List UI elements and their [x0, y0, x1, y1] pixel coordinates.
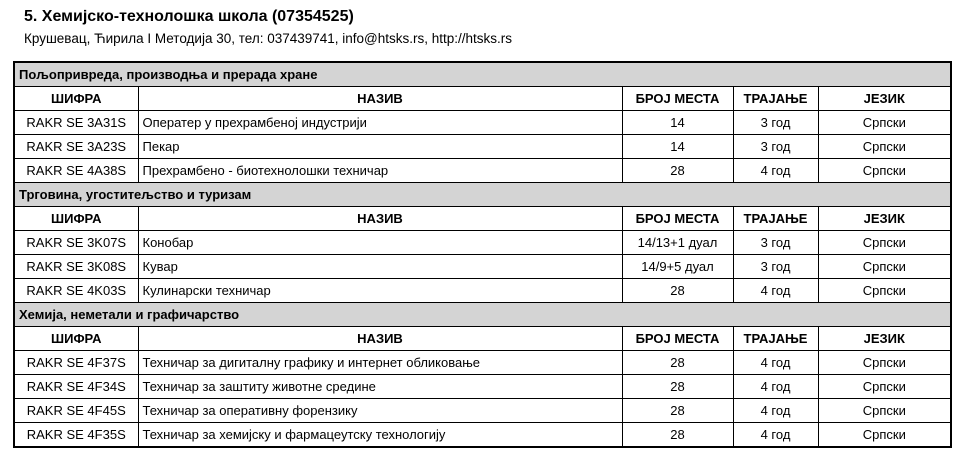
table-row [14, 375, 951, 399]
places-cell: 14 [622, 135, 733, 159]
language-cell: Српски [818, 255, 951, 279]
places-cell: 14 [622, 111, 733, 135]
name-cell: Техничар за дигиталну графику и интернет обликовање [138, 351, 622, 375]
code-cell: RAKR SE 4A38S [14, 159, 138, 183]
duration-cell: 4 год [733, 351, 818, 375]
section-agriculture [14, 62, 951, 183]
code-cell: RAKR SE 3K08S [14, 255, 138, 279]
language-cell: Српски [818, 351, 951, 375]
school-header [0, 0, 966, 48]
programs-table [13, 61, 952, 448]
code-cell: RAKR SE 3K07S [14, 231, 138, 255]
section-header-row [14, 183, 951, 207]
code-cell: RAKR SE 4F37S [14, 351, 138, 375]
column-header-code: ШИФРА [14, 327, 138, 351]
duration-cell: 3 год [733, 111, 818, 135]
duration-cell: 4 год [733, 423, 818, 448]
column-header-duration: ТРАЈАЊЕ [733, 327, 818, 351]
table-row [14, 135, 951, 159]
duration-cell: 4 год [733, 159, 818, 183]
language-cell: Српски [818, 111, 951, 135]
column-header-language: ЈЕЗИК [818, 327, 951, 351]
section-chemistry-graphics [14, 303, 951, 448]
duration-cell: 4 год [733, 375, 818, 399]
language-cell: Српски [818, 135, 951, 159]
column-header-places: БРОЈ МЕСТА [622, 327, 733, 351]
name-cell: Техничар за хемијску и фармацеутску технологију [138, 423, 622, 448]
name-cell: Техничар за оперативну форензику [138, 399, 622, 423]
duration-cell: 3 год [733, 231, 818, 255]
code-cell: RAKR SE 3A31S [14, 111, 138, 135]
places-cell: 14/9+5 дуал [622, 255, 733, 279]
name-cell: Кувар [138, 255, 622, 279]
language-cell: Српски [818, 399, 951, 423]
page-title: 5. Хемијско-технолошка школа (07354525) [24, 8, 354, 25]
code-cell: RAKR SE 4F34S [14, 375, 138, 399]
language-cell: Српски [818, 159, 951, 183]
column-header-code: ШИФРА [14, 207, 138, 231]
column-header-duration: ТРАЈАЊЕ [733, 207, 818, 231]
column-header-duration: ТРАЈАЊЕ [733, 87, 818, 111]
column-header-row [14, 327, 951, 351]
section-header-row [14, 62, 951, 87]
places-cell: 28 [622, 159, 733, 183]
column-header-language: ЈЕЗИК [818, 207, 951, 231]
language-cell: Српски [818, 279, 951, 303]
programs-table-container [13, 61, 966, 448]
name-cell: Прехрамбено - биотехнолошки техничар [138, 159, 622, 183]
table-row [14, 231, 951, 255]
name-cell: Оператер у прехрамбеној индустрији [138, 111, 622, 135]
table-row [14, 159, 951, 183]
name-cell: Кулинарски техничар [138, 279, 622, 303]
code-cell: RAKR SE 3A23S [14, 135, 138, 159]
places-cell: 14/13+1 дуал [622, 231, 733, 255]
table-row [14, 399, 951, 423]
section-title: Пољопривреда, производња и прерада хране [14, 62, 951, 87]
duration-cell: 3 год [733, 255, 818, 279]
column-header-code: ШИФРА [14, 87, 138, 111]
duration-cell: 4 год [733, 279, 818, 303]
table-row [14, 351, 951, 375]
duration-cell: 4 год [733, 399, 818, 423]
column-header-places: БРОЈ МЕСТА [622, 207, 733, 231]
section-title: Трговина, угоститељство и туризам [14, 183, 951, 207]
column-header-name: НАЗИВ [138, 87, 622, 111]
code-cell: RAKR SE 4F45S [14, 399, 138, 423]
code-cell: RAKR SE 4F35S [14, 423, 138, 448]
column-header-name: НАЗИВ [138, 207, 622, 231]
table-row [14, 111, 951, 135]
places-cell: 28 [622, 375, 733, 399]
language-cell: Српски [818, 423, 951, 448]
school-contact-line: Крушевац, Ћирила I Методија 30, тел: 037439741, info@htsks.rs, http://htsks.rs [24, 31, 513, 46]
code-cell: RAKR SE 4K03S [14, 279, 138, 303]
column-header-name: НАЗИВ [138, 327, 622, 351]
table-row [14, 423, 951, 448]
name-cell: Пекар [138, 135, 622, 159]
column-header-row [14, 207, 951, 231]
duration-cell: 3 год [733, 135, 818, 159]
section-title: Хемија, неметали и графичарство [14, 303, 951, 327]
language-cell: Српски [818, 231, 951, 255]
column-header-row [14, 87, 951, 111]
name-cell: Техничар за заштиту животне средине [138, 375, 622, 399]
column-header-places: БРОЈ МЕСТА [622, 87, 733, 111]
places-cell: 28 [622, 423, 733, 448]
places-cell: 28 [622, 351, 733, 375]
section-header-row [14, 303, 951, 327]
places-cell: 28 [622, 279, 733, 303]
name-cell: Конобар [138, 231, 622, 255]
section-trade-tourism [14, 183, 951, 303]
table-row [14, 255, 951, 279]
column-header-language: ЈЕЗИК [818, 87, 951, 111]
table-row [14, 279, 951, 303]
language-cell: Српски [818, 375, 951, 399]
places-cell: 28 [622, 399, 733, 423]
